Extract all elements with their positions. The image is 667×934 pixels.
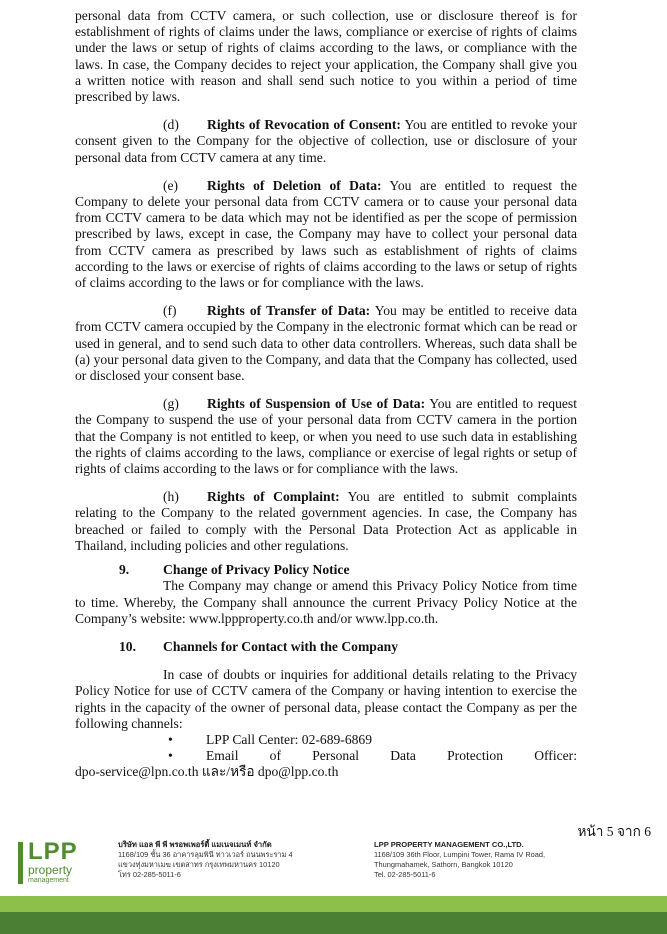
lpp-logo (18, 838, 98, 890)
section-9-body: The Company may change or amend this Privacy Policy Notice from time to time. Whereby, the Company shall announce the current Privacy Policy Notice at the Company’s website: www.lppproperty.co.th and/or www.lpp.co.th. (75, 578, 577, 626)
item-text: You are entitled to revoke your consent given to the Company for the objective of collection, use or disclosure of your personal data from CCTV camera at any time. (75, 117, 577, 165)
logo-main-text: LPP (28, 838, 78, 865)
item-heading: Rights of Revocation of Consent: (207, 117, 401, 133)
item-e (75, 178, 577, 291)
section-title: Channels for Contact with the Company (163, 638, 399, 654)
thai-address-line: 1168/109 ชั้น 36 อาคารลุมพินี ทาวเวอร์ ถนนพระราม 4 (118, 850, 293, 859)
document-body (75, 8, 577, 781)
item-f (75, 303, 577, 384)
call-center-text: LPP Call Center: 02-689-6869 (206, 731, 373, 747)
logo-bar (18, 842, 23, 884)
contact-bullet-email (75, 748, 577, 764)
item-label: (g) (163, 396, 179, 412)
email-word: Data (390, 748, 416, 764)
section-number: 10. (119, 638, 136, 654)
item-d (75, 117, 577, 166)
item-label: (f) (163, 303, 177, 319)
thai-address-block (118, 840, 293, 880)
english-address-line: Thungmahamek, Sathorn, Bangkok 10120 (374, 860, 513, 869)
item-h (75, 489, 577, 554)
email-word: of (269, 748, 281, 764)
section-number: 9. (119, 562, 130, 578)
dpo-email-addresses[interactable]: dpo-service@lpn.co.th และ/หรือ dpo@lpp.co.th (75, 764, 339, 780)
section-10-text (75, 667, 577, 732)
item-heading: Rights of Complaint: (207, 489, 340, 505)
item-heading: Rights of Deletion of Data: (207, 177, 382, 193)
item-label: (e) (163, 177, 179, 193)
logo-sub-text: property (28, 863, 73, 877)
email-word: Protection (447, 748, 503, 764)
item-label: (h) (163, 489, 179, 505)
logo-sub2-text: management (28, 877, 69, 884)
item-g (75, 396, 577, 477)
item-label: (d) (163, 117, 179, 133)
footer-stripe-light (0, 896, 667, 912)
email-word: • Email (206, 748, 239, 764)
section-10-heading (75, 639, 577, 655)
section-10-body: In case of doubts or inquiries for additional details relating to the Privacy Policy Notice for use of CCTV camera of the Company or having intention to exercise the rights in the capacity of the owner of personal data, please contact the Company as per the following channels: (75, 667, 577, 731)
english-address-line: 1168/109 36th Floor, Lumpini Tower, Rama IV Road, (374, 850, 546, 859)
item-text: You are entitled to submit complaints relating to the Company to the related government agencies. In case, the Company has breached or failed to comply with the Personal Data Protection Act as applicable in Thailand, including policies and other regulations. (75, 489, 577, 553)
page-number: หน้า 5 จาก 6 (577, 824, 651, 839)
english-company-name: LPP PROPERTY MANAGEMENT CO.,LTD. (374, 840, 524, 849)
footer-stripe-dark (0, 912, 667, 934)
section-9-text (75, 578, 577, 627)
thai-phone: โทร 02-285-5011-6 (118, 870, 181, 879)
item-text: You are entitled to request the Company to delete your personal data from CCTV camera or to cause your personal data from CCTV camera to be data which may not be identified as per the scope of permission prescribed by laws, except in case, the Company may have to collect your personal data from CCTV camera as prescribed by laws such as establishment of rights of claims according to the laws or exercise of rights of claims according to the laws or setup of rights of claims according to the laws or for compliance with the laws. (75, 177, 578, 291)
section-title: Change of Privacy Policy Notice (163, 562, 350, 578)
item-heading: Rights of Transfer of Data: (207, 303, 371, 319)
contact-bullet-call-center (75, 732, 577, 748)
section-9-heading (75, 562, 577, 578)
thai-company-name: บริษัท แอล พี พี พรอพเพอร์ตี้ แมเนจเมนท์ จำกัด (118, 840, 272, 849)
item-text: You may be entitled to receive data from CCTV camera occupied by the Company in the electronic format which can be read or used in general, and to send such data to other data controllers. Whereas, such data shall be (a) your personal data given to the Company, and data that the Company has collected, used or disclosed your consent base. (75, 303, 577, 384)
thai-address-line: แขวงทุ่งมหาเมฆ เขตสาทร กรุงเทพมหานคร 10120 (118, 860, 280, 869)
item-heading: Rights of Suspension of Use of Data: (207, 396, 426, 412)
english-phone: Tel. 02-285-5011-6 (374, 870, 436, 879)
email-word: Officer: (534, 748, 577, 764)
item-text: You are entitled to request the Company to suspend the use of your personal data from CCTV camera in the portion that the Company is not entitled to keep, or when you need to use such data in establishing the rights of claims according to the laws, compliance or exercise of legal rights or setup of rights of claims according to the laws or for compliance with the laws. (75, 396, 577, 477)
english-address-block (374, 840, 545, 880)
email-word: Personal (312, 748, 360, 764)
page-footer (0, 838, 667, 934)
paragraph-c-continuation: personal data from CCTV camera, or such collection, use or disclosure thereof is for establishment of rights of claims under the laws, compliance or exercise of rights of claims under the laws or setup of rights of claims according to the laws, or compliance with the laws. In case, the Company decides to reject your application, the Company shall give you a written notice with reason and shall send such notice to you within a period of time prescribed by laws. (75, 8, 577, 105)
